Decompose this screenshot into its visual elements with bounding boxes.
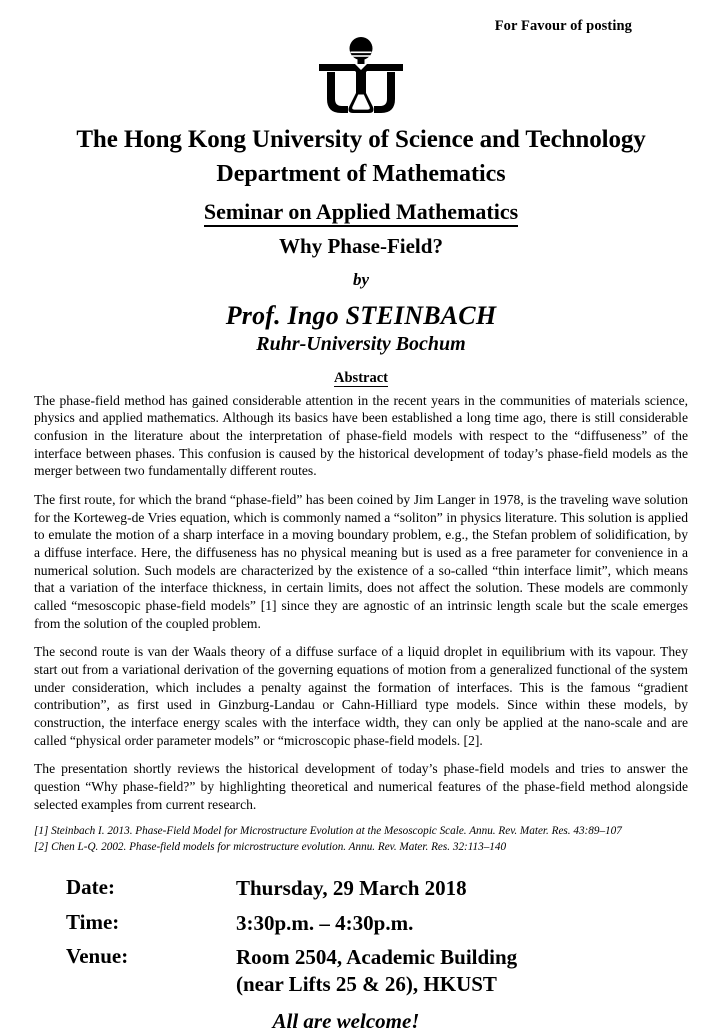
date-value: Thursday, 29 March 2018 — [236, 876, 467, 901]
reference-item: [2] Chen L-Q. 2002. Phase-field models for microstructure evolution. Annu. Rev. Mater. Res. 32:113–140 — [34, 840, 507, 853]
time-value: 3:30p.m. – 4:30p.m. — [236, 910, 414, 935]
venue-label: Venue: — [66, 943, 129, 968]
abstract-heading — [34, 370, 688, 387]
reference-item: [1] Steinbach I. 2013. Phase-Field Model for Microstructure Evolution at the Mesoscopic Scale. Annu. Rev. Mater. Res. 43:89–107 — [34, 825, 622, 838]
date-label: Date: — [66, 875, 115, 900]
speaker-name: Prof. Ingo STEINBACH — [225, 300, 497, 330]
venue-value — [236, 944, 517, 999]
talk-title: Why Phase-Field? — [279, 233, 443, 258]
detail-row-venue — [66, 944, 688, 999]
abstract-paragraph: The first route, for which the brand “phase-field” has been coined by Jim Langer in 1978, is the traveling wave solution for the Korteweg-de Vries equation, which is commonly named a “soliton” in physics literature. This solution is applied to emulate the motion of a sharp interface in a moving boundary problem, e.g., the Stefan problem of solidification, by a diffuse interface. Here, the diffuseness has no physical meaning but is used as a free parameter for convenience in a numerical solution. Such models are characterized by the existence of a so-called “thin interface limit”, which means that a variation of the interface thickness, in certain limits, does not affect the solution. These models are commonly called “mesoscopic phase-field models” [1] since they are agnostic of an intrinsic length scale but the scale emerges from the solution of the coupled problem. — [34, 492, 688, 631]
seminar-series-title — [34, 199, 688, 225]
welcome-note: All are welcome! — [272, 1008, 420, 1033]
abstract-body — [34, 392, 688, 814]
abstract-paragraph: The second route is van der Waals theory of a diffuse surface of a liquid droplet in equilibrium with its vapour. They start out from a variational derivation of the governing equations of motion from a generalized functional of the system under consideration, which includes a penalty against the formation of interfaces. This is the famous “gradient contribution”, as first used in Ginzburg-Landau or Cahn-Hilliard type models. Since within these models, by construction, the interface energy scales with the interface width, they can only be applied at the nano-scale and are called “physical order parameter models” or “microscopic phase-field models. [2]. — [34, 644, 688, 748]
abstract-paragraph: The phase-field method has gained considerable attention in the recent years in the communities of materials science, physics and applied mathematics. Although its basics have been established a long time ago, there is still considerable confusion in the literature about the interpretation of phase-field models with respect to the “diffuseness” of the interface between phases. This confusion is caused by the historical development of today’s phase-field models as the merger between two fundamentally different routes. — [34, 392, 688, 479]
by-label: by — [352, 269, 370, 289]
speaker-affiliation: Ruhr-University Bochum — [256, 332, 466, 355]
detail-row-date — [66, 875, 688, 902]
university-name: The Hong Kong University of Science and Technology — [76, 126, 646, 153]
reference-list — [34, 824, 688, 855]
venue-line-2: (near Lifts 25 & 26), HKUST — [236, 972, 497, 997]
abstract-paragraph: The presentation shortly reviews the historical development of today’s phase-field models and tries to answer the question “Why phase-field?” by highlighting theoretical and numerical features of the phase-field method alongside selected examples from current research. — [34, 761, 688, 812]
posting-note: For Favour of posting — [494, 18, 632, 34]
logo-container — [34, 37, 688, 117]
abstract-heading-text: Abstract — [334, 369, 388, 386]
seminar-series-text: Seminar on Applied Mathematics — [204, 199, 518, 227]
time-label: Time: — [66, 909, 120, 934]
event-details — [66, 875, 688, 998]
hkust-logo-icon — [315, 37, 407, 117]
department-name: Department of Mathematics — [216, 161, 506, 187]
venue-line-1: Room 2504, Academic Building — [236, 944, 518, 969]
detail-row-time — [66, 910, 688, 937]
